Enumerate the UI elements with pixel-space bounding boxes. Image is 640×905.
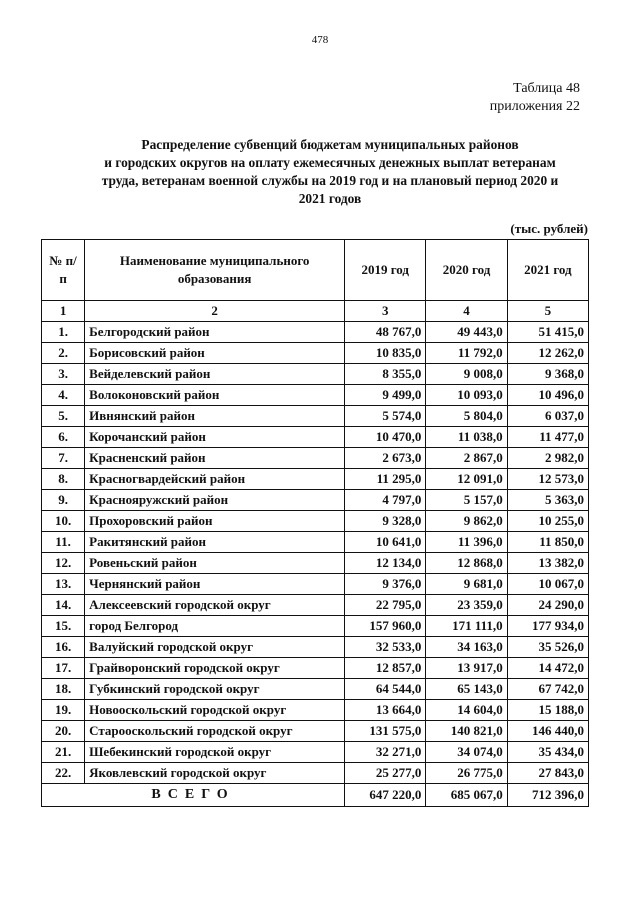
- caption-appendix: приложения 22: [489, 99, 580, 114]
- municipality-name: Красненский район: [85, 448, 345, 469]
- table-row: [42, 427, 589, 448]
- row-number: 6.: [42, 427, 85, 448]
- value-2021: 67 742,0: [507, 679, 588, 700]
- value-2020: 34 163,0: [426, 637, 507, 658]
- row-number: 5.: [42, 406, 85, 427]
- municipality-name: Губкинский городской округ: [85, 679, 345, 700]
- subvention-table: [41, 239, 589, 807]
- row-number: 19.: [42, 700, 85, 721]
- value-2019: 8 355,0: [345, 364, 426, 385]
- municipality-name: Прохоровский район: [85, 511, 345, 532]
- row-number: 18.: [42, 679, 85, 700]
- page-number: 478: [311, 34, 329, 46]
- value-2021: 35 434,0: [507, 742, 588, 763]
- document-title: [60, 136, 600, 208]
- header-number: № п/п: [42, 240, 85, 301]
- table-row: [42, 658, 589, 679]
- value-2020: 23 359,0: [426, 595, 507, 616]
- municipality-name: Новооскольский городской округ: [85, 700, 345, 721]
- value-2019: 25 277,0: [345, 763, 426, 784]
- value-2020: 5 157,0: [426, 490, 507, 511]
- row-number: 15.: [42, 616, 85, 637]
- value-2020: 2 867,0: [426, 448, 507, 469]
- value-2020: 5 804,0: [426, 406, 507, 427]
- row-number: 1.: [42, 322, 85, 343]
- title-line: и городских округов на оплату ежемесячных денежных выплат ветеранам: [104, 155, 556, 170]
- title-line: 2021 годов: [298, 191, 362, 206]
- municipality-name: Алексеевский городской округ: [85, 595, 345, 616]
- municipality-name: Корочанский район: [85, 427, 345, 448]
- municipality-name: Грайворонский городской округ: [85, 658, 345, 679]
- value-2019: 32 271,0: [345, 742, 426, 763]
- value-2020: 171 111,0: [426, 616, 507, 637]
- value-2021: 9 368,0: [507, 364, 588, 385]
- column-index: 1: [42, 301, 85, 322]
- value-2020: 11 038,0: [426, 427, 507, 448]
- value-2021: 12 262,0: [507, 343, 588, 364]
- municipality-name: Старооскольский городской округ: [85, 721, 345, 742]
- value-2021: 6 037,0: [507, 406, 588, 427]
- total-2020: 685 067,0: [426, 784, 507, 807]
- row-number: 7.: [42, 448, 85, 469]
- row-number: 17.: [42, 658, 85, 679]
- column-index: 5: [507, 301, 588, 322]
- value-2020: 13 917,0: [426, 658, 507, 679]
- value-2019: 157 960,0: [345, 616, 426, 637]
- table-row: [42, 637, 589, 658]
- row-number: 20.: [42, 721, 85, 742]
- municipality-name: Белгородский район: [85, 322, 345, 343]
- value-2021: 2 982,0: [507, 448, 588, 469]
- value-2019: 32 533,0: [345, 637, 426, 658]
- total-row: [42, 784, 589, 807]
- row-number: 22.: [42, 763, 85, 784]
- row-number: 13.: [42, 574, 85, 595]
- value-2021: 24 290,0: [507, 595, 588, 616]
- header-name: Наименование муниципального образования: [85, 240, 345, 301]
- municipality-name: город Белгород: [85, 616, 345, 637]
- table-caption: [490, 80, 580, 116]
- table-row: [42, 721, 589, 742]
- value-2019: 131 575,0: [345, 721, 426, 742]
- value-2021: 14 472,0: [507, 658, 588, 679]
- municipality-name: Яковлевский городской округ: [85, 763, 345, 784]
- column-index: 3: [345, 301, 426, 322]
- table-row: [42, 742, 589, 763]
- value-2019: 11 295,0: [345, 469, 426, 490]
- value-2019: 10 641,0: [345, 532, 426, 553]
- municipality-name: Краснояружский район: [85, 490, 345, 511]
- table-row: [42, 343, 589, 364]
- value-2019: 2 673,0: [345, 448, 426, 469]
- row-number: 2.: [42, 343, 85, 364]
- value-2020: 9 681,0: [426, 574, 507, 595]
- value-2019: 48 767,0: [345, 322, 426, 343]
- municipality-name: Валуйский городской округ: [85, 637, 345, 658]
- total-label: ВСЕГО: [42, 784, 345, 807]
- value-2021: 146 440,0: [507, 721, 588, 742]
- row-number: 8.: [42, 469, 85, 490]
- table-row: [42, 763, 589, 784]
- row-number: 10.: [42, 511, 85, 532]
- value-2020: 12 868,0: [426, 553, 507, 574]
- value-2019: 5 574,0: [345, 406, 426, 427]
- value-2019: 9 376,0: [345, 574, 426, 595]
- title-line: Распределение субвенций бюджетам муниципальных районов: [141, 137, 519, 152]
- value-2021: 11 477,0: [507, 427, 588, 448]
- table-row: [42, 532, 589, 553]
- value-2021: 51 415,0: [507, 322, 588, 343]
- row-number: 14.: [42, 595, 85, 616]
- caption-table-number: Таблица 48: [513, 81, 580, 96]
- header-2020: 2020 год: [426, 240, 507, 301]
- value-2019: 9 328,0: [345, 511, 426, 532]
- value-2021: 27 843,0: [507, 763, 588, 784]
- title-line: труда, ветеранам военной службы на 2019 год и на плановый период 2020 и: [101, 173, 559, 188]
- value-2021: 11 850,0: [507, 532, 588, 553]
- municipality-name: Чернянский район: [85, 574, 345, 595]
- table-row: [42, 406, 589, 427]
- value-2021: 15 188,0: [507, 700, 588, 721]
- value-2021: 13 382,0: [507, 553, 588, 574]
- municipality-name: Волоконовский район: [85, 385, 345, 406]
- table-row: [42, 490, 589, 511]
- value-2021: 12 573,0: [507, 469, 588, 490]
- value-2021: 177 934,0: [507, 616, 588, 637]
- units-label: (тыс. рублей): [510, 221, 588, 236]
- value-2020: 34 074,0: [426, 742, 507, 763]
- value-2019: 64 544,0: [345, 679, 426, 700]
- value-2020: 10 093,0: [426, 385, 507, 406]
- row-number: 12.: [42, 553, 85, 574]
- value-2020: 9 008,0: [426, 364, 507, 385]
- header-2021: 2021 год: [507, 240, 588, 301]
- table-row: [42, 574, 589, 595]
- header-2019: 2019 год: [345, 240, 426, 301]
- table-row: [42, 616, 589, 637]
- municipality-name: Шебекинский городской округ: [85, 742, 345, 763]
- table-row: [42, 364, 589, 385]
- row-number: 16.: [42, 637, 85, 658]
- table-row: [42, 448, 589, 469]
- total-2019: 647 220,0: [345, 784, 426, 807]
- row-number: 9.: [42, 490, 85, 511]
- value-2019: 4 797,0: [345, 490, 426, 511]
- table-row: [42, 511, 589, 532]
- value-2020: 14 604,0: [426, 700, 507, 721]
- value-2021: 5 363,0: [507, 490, 588, 511]
- municipality-name: Красногвардейский район: [85, 469, 345, 490]
- column-index-row: [42, 301, 589, 322]
- municipality-name: Ивнянский район: [85, 406, 345, 427]
- table-row: [42, 700, 589, 721]
- value-2020: 11 792,0: [426, 343, 507, 364]
- value-2020: 65 143,0: [426, 679, 507, 700]
- value-2019: 12 134,0: [345, 553, 426, 574]
- value-2020: 12 091,0: [426, 469, 507, 490]
- value-2019: 9 499,0: [345, 385, 426, 406]
- value-2020: 49 443,0: [426, 322, 507, 343]
- column-index: 2: [85, 301, 345, 322]
- value-2020: 11 396,0: [426, 532, 507, 553]
- table-row: [42, 595, 589, 616]
- table-row: [42, 385, 589, 406]
- value-2020: 9 862,0: [426, 511, 507, 532]
- value-2019: 22 795,0: [345, 595, 426, 616]
- table-row: [42, 553, 589, 574]
- row-number: 11.: [42, 532, 85, 553]
- value-2021: 10 496,0: [507, 385, 588, 406]
- value-2021: 10 255,0: [507, 511, 588, 532]
- value-2019: 13 664,0: [345, 700, 426, 721]
- value-2019: 10 835,0: [345, 343, 426, 364]
- value-2019: 10 470,0: [345, 427, 426, 448]
- municipality-name: Борисовский район: [85, 343, 345, 364]
- table-row: [42, 469, 589, 490]
- municipality-name: Ракитянский район: [85, 532, 345, 553]
- row-number: 21.: [42, 742, 85, 763]
- value-2020: 26 775,0: [426, 763, 507, 784]
- municipality-name: Ровеньский район: [85, 553, 345, 574]
- value-2019: 12 857,0: [345, 658, 426, 679]
- table-row: [42, 322, 589, 343]
- row-number: 3.: [42, 364, 85, 385]
- value-2021: 35 526,0: [507, 637, 588, 658]
- value-2020: 140 821,0: [426, 721, 507, 742]
- value-2021: 10 067,0: [507, 574, 588, 595]
- table-row: [42, 679, 589, 700]
- table-header-row: [42, 240, 589, 301]
- row-number: 4.: [42, 385, 85, 406]
- municipality-name: Вейделевский район: [85, 364, 345, 385]
- column-index: 4: [426, 301, 507, 322]
- total-2021: 712 396,0: [507, 784, 588, 807]
